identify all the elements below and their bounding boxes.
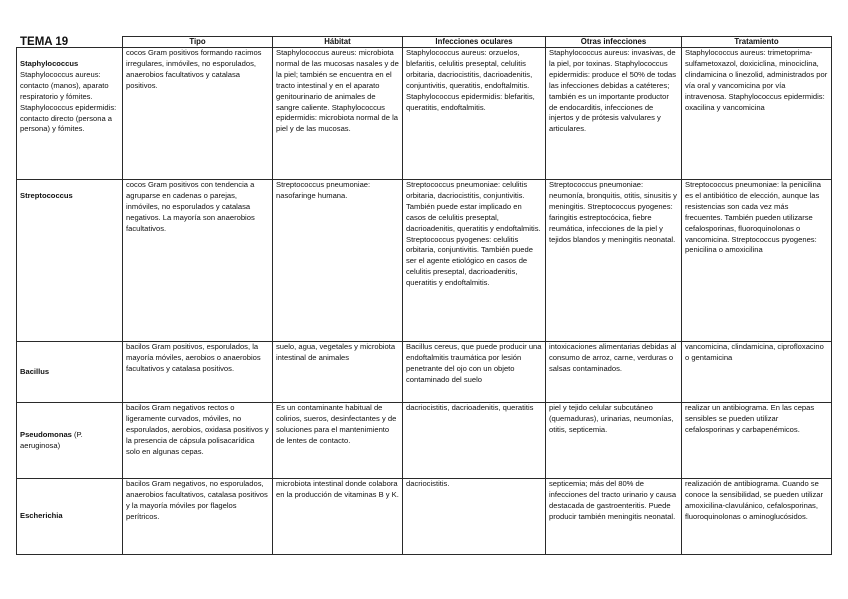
organism-detail: Staphylococcus aureus: contacto (manos), aparato respiratorio y fómites. Staphylococcus epidermidis: contacto directo (persona a persona) y fómites. — [20, 69, 117, 134]
document-page — [16, 36, 832, 555]
otras-infecciones-cell: septicemia; más del 80% de infecciones del tracto urinario y causa destacada de gastroenteritis. Puede producir también meningitis neonatal. — [546, 479, 682, 555]
habitat-cell: microbiota intestinal donde colabora en la producción de vitaminas B y K. — [273, 479, 403, 555]
tipo-cell: bacilos Gram positivos, esporulados, la mayoría móviles, aerobios o anaerobios facultativos y catalasa positivos. — [123, 342, 273, 403]
column-header-otras-infecciones: Otras infecciones — [546, 37, 682, 48]
habitat-cell: suelo, agua, vegetales y microbiota intestinal de animales — [273, 342, 403, 403]
otras-infecciones-cell: Streptococcus pneumoniae: neumonía, bronquitis, otitis, sinusitis y meningitis. Streptococcus pyogenes: faringitis estreptocócica, fiebre reumática, infecciones de la piel y tejidos blandos y meningitis neonatal. — [546, 180, 682, 342]
tratamiento-cell: vancomicina, clindamicina, ciprofloxacino o gentamicina — [682, 342, 832, 403]
infecciones-oculares-cell: Bacillus cereus, que puede producir una endoftalmitis traumática por lesión penetrante del ojo con un objeto contaminado del suelo — [403, 342, 546, 403]
organism-cell — [17, 48, 123, 180]
organism-name: Bacillus — [20, 366, 50, 376]
column-header-tratamiento: Tratamiento — [682, 37, 832, 48]
tratamiento-cell: realización de antibiograma. Cuando se conoce la sensibilidad, se pueden utilizar amoxicilina-clavulánico, cefalosporinas, fluoroquinolonas o aminoglucósidos. — [682, 479, 832, 555]
column-header-infecciones-oculares: Infecciones oculares — [403, 37, 546, 48]
header-row — [17, 37, 832, 48]
tratamiento-cell: realizar un antibiograma. En las cepas sensibles se pueden utilizar cefalosporinas y carbapenémicos. — [682, 403, 832, 479]
habitat-cell: Streptococcus pneumoniae: nasofaringe humana. — [273, 180, 403, 342]
table-row-pseudomonas — [17, 403, 832, 479]
infecciones-oculares-cell: Streptococcus pneumoniae: celulitis orbitaria, dacriocistitis, conjuntivitis. También puede estar implicado en casos de celulitis preseptal, dacrioadenitis, queratitis y endoftalmitis. Streptococcus pyogenes: celulitis orbitaria, conjuntivitis. También puede ser el agente etiológico en casos de celulitis preseptal, dacrioadenitis, queratitis y endoftalmitis. — [403, 180, 546, 342]
column-header-habitat: Hábitat — [273, 37, 403, 48]
bacteria-table — [16, 36, 832, 555]
organism-note: (P. aeruginosa) — [20, 429, 83, 450]
infecciones-oculares-cell: Staphylococcus aureus: orzuelos, blefaritis, celulitis preseptal, celulitis orbitaria, dacriocistitis, dacrioadenitis, conjuntivitis, queratitis, endoftalmitis. Staphylococcus epidermidis: blefaritis, queratitis, endoftalmitis. — [403, 48, 546, 180]
organism-name: Escherichia — [20, 511, 63, 521]
organism-cell — [17, 403, 123, 479]
organism-name: Streptococcus — [20, 191, 73, 200]
tratamiento-cell: Streptococcus pneumoniae: la penicilina es el antibiótico de elección, aunque las resistencias son cada vez más frecuentes. También pueden utilizarse cefalosporinas, fluoroquinolonas o vancomicina. Streptococcus pyogenes: penicilina o amoxicilina — [682, 180, 832, 342]
page-title: TEMA 19 — [17, 37, 123, 48]
organism-cell — [17, 479, 123, 555]
tipo-cell: cocos Gram positivos formando racimos irregulares, inmóviles, no esporulados, anaerobios facultativos y catalasa positivos. — [123, 48, 273, 180]
organism-name: Pseudomonas — [20, 429, 72, 439]
tipo-cell: bacilos Gram negativos rectos o ligeramente curvados, móviles, no esporulados, aerobios, oxidasa positivos y la presencia de cápsula polisacarídica solo en algunas cepas. — [123, 403, 273, 479]
tipo-cell: cocos Gram positivos con tendencia a agruparse en cadenas o parejas, inmóviles, no esporulados y catalasa negativos. La mayoría son anaerobios facultativos. — [123, 180, 273, 342]
otras-infecciones-cell: Staphylococcus aureus: invasivas, de la piel, por toxinas. Staphylococcus epidermidis: produce el 50% de todas las infecciones debidas a catéteres; también es un importante productor de endocarditis, infecciones de injertos y de prótesis valvulares y articulares. — [546, 48, 682, 180]
tipo-cell: bacilos Gram negativos, no esporulados, anaerobios facultativos, catalasa positivos y la mayoría móviles por flagelos perítricos. — [123, 479, 273, 555]
habitat-cell: Es un contaminante habitual de colirios, sueros, desinfectantes y de soluciones para el mantenimiento de lentes de contacto. — [273, 403, 403, 479]
table-row-staphylococcus — [17, 48, 832, 180]
organism-cell — [17, 342, 123, 403]
table-row-bacillus — [17, 342, 832, 403]
infecciones-oculares-cell: dacriocistitis. — [403, 479, 546, 555]
tratamiento-cell: Staphylococcus aureus: trimetoprima-sulfametoxazol, doxiciclina, minociclina, clindamicina o linezolid, administrados por vía oral y vancomicina por vía intravenosa. Staphylococcus epidermidis: oxacilina y vancomicina — [682, 48, 832, 180]
otras-infecciones-cell: piel y tejido celular subcutáneo (quemaduras), urinarias, neumonías, otitis, septicemia. — [546, 403, 682, 479]
infecciones-oculares-cell: dacriocistitis, dacrioadenitis, queratitis — [403, 403, 546, 479]
otras-infecciones-cell: intoxicaciones alimentarias debidas al consumo de arroz, carne, verduras o salsas contaminados. — [546, 342, 682, 403]
organism-name: Staphylococcus — [20, 59, 79, 68]
habitat-cell: Staphylococcus aureus: microbiota normal de las mucosas nasales y de la piel; también se encuentra en el tracto intestinal y en el aparato genitourinario de animales de sangre caliente. Staphylococcus epidermidis: microbiota normal de la piel y de las mucosas. — [273, 48, 403, 180]
table-row-streptococcus — [17, 180, 832, 342]
organism-cell — [17, 180, 123, 342]
column-header-tipo: Tipo — [123, 37, 273, 48]
table-row-escherichia — [17, 479, 832, 555]
